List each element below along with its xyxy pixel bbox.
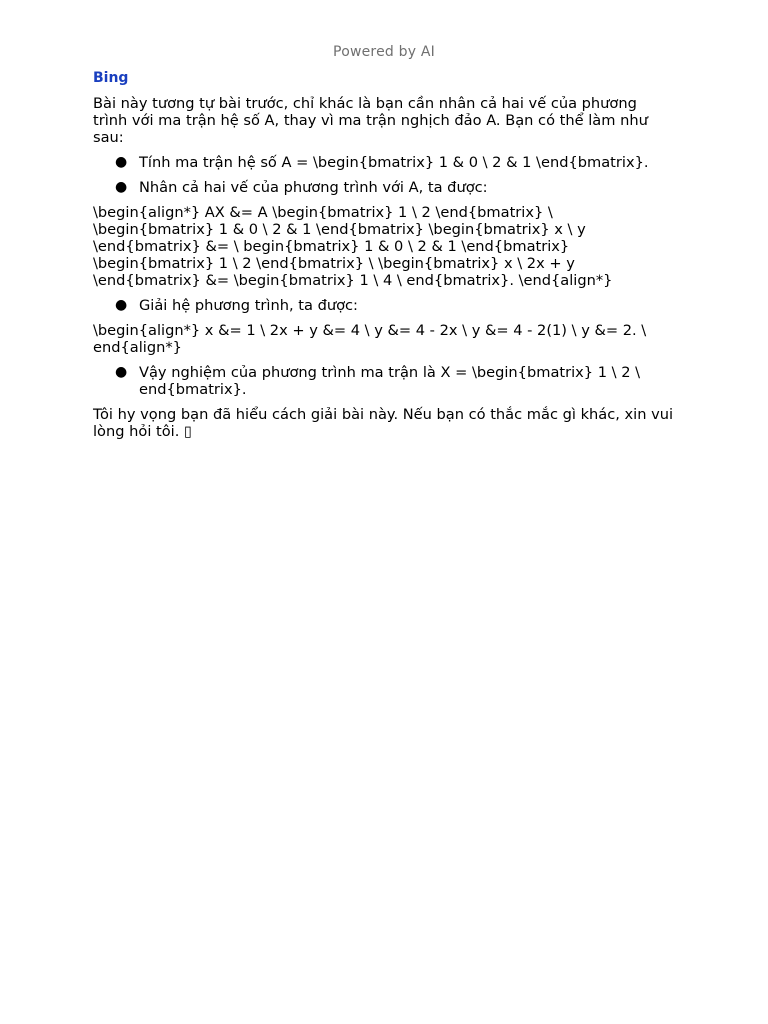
bullet-icon: ● bbox=[115, 179, 128, 195]
list-item-text: Nhân cả hai vế của phương trình với A, ta được: bbox=[139, 179, 488, 196]
list-item bbox=[93, 179, 675, 196]
list-item bbox=[93, 364, 675, 398]
list-item bbox=[93, 297, 675, 314]
response-content bbox=[93, 95, 675, 448]
bullet-icon: ● bbox=[115, 154, 128, 170]
equation-block: \begin{align*} AX &= A \begin{bmatrix} 1 \ 2 \end{bmatrix} \ \begin{bmatrix} 1 & 0 \ 2 & 1 \end{bmatrix} \begin{bmatrix} x \ y \end{bmatrix} &= \ begin{bmatrix} 1 & 0 \ 2 & 1 \end{bmatrix} \begin{bmatrix} 1 \ 2 \end{bmatrix} \ \begin{bmatrix} x \ 2x + y \end{bmatrix} &= \begin{bmatrix} 1 \ 4 \ end{bmatrix}. \end{align*} bbox=[93, 204, 613, 289]
list-item bbox=[93, 154, 675, 171]
author-name: Bing bbox=[93, 70, 129, 86]
bullet-icon: ● bbox=[115, 364, 128, 380]
list-item-text: Tính ma trận hệ số A = \begin{bmatrix} 1 & 0 \ 2 & 1 \end{bmatrix}. bbox=[139, 154, 649, 171]
list-item-text: Giải hệ phương trình, ta được: bbox=[139, 297, 358, 314]
closing-paragraph: Tôi hy vọng bạn đã hiểu cách giải bài này. Nếu bạn có thắc mắc gì khác, xin vui lòng hỏi tôi. ▯ bbox=[93, 406, 674, 440]
bullet-icon: ● bbox=[115, 297, 128, 313]
list-item-text: Vậy nghiệm của phương trình ma trận là X = \begin{bmatrix} 1 \ 2 \ end{bmatrix}. bbox=[139, 364, 641, 398]
powered-by-label: Powered by AI bbox=[333, 44, 435, 60]
equation-block: \begin{align*} x &= 1 \ 2x + y &= 4 \ y &= 4 - 2x \ y &= 4 - 2(1) \ y &= 2. \ end{align*} bbox=[93, 322, 647, 356]
intro-paragraph: Bài này tương tự bài trước, chỉ khác là bạn cần nhân cả hai vế của phương trình với ma trận hệ số A, thay vì ma trận nghịch đảo A. Bạn có thể làm như sau: bbox=[93, 95, 648, 146]
